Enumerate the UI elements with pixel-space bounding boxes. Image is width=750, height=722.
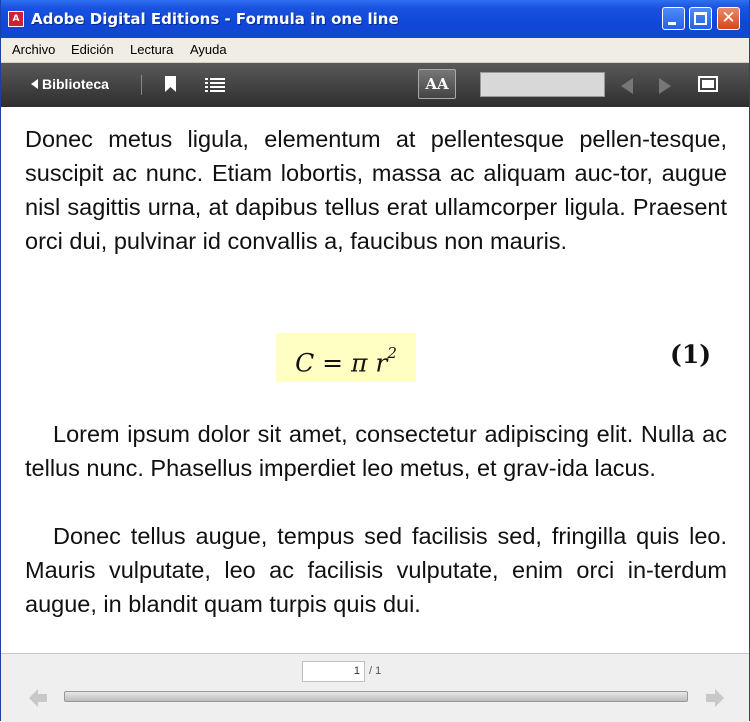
next-arrow-icon[interactable] — [704, 687, 726, 709]
fullscreen-icon[interactable] — [698, 76, 718, 92]
app-icon[interactable]: A — [8, 11, 24, 27]
window-title: Adobe Digital Editions - Formula in one line — [31, 10, 399, 28]
page-scrollbar[interactable] — [64, 691, 688, 702]
total-pages: / 1 — [369, 665, 382, 677]
toolbar-separator — [141, 75, 142, 95]
menu-archivo[interactable]: Archivo — [12, 42, 56, 57]
minimize-button[interactable] — [662, 7, 685, 30]
close-icon: ✕ — [721, 8, 736, 28]
menu-lectura[interactable]: Lectura — [130, 42, 174, 57]
menu-ayuda[interactable]: Ayuda — [190, 42, 227, 57]
formula-exponent: 2 — [387, 344, 397, 362]
library-back-button[interactable] — [31, 76, 109, 92]
paragraph-1: Donec metus ligula, elementum at pellentesque pellen-tesque, suscipit ac nunc. Etiam lobortis, massa ac aliquam auc-tor, augue nisl sagittis urna, at dapibus tellus erat ullamcorper ligula. Praesent orci dui, pulvinar id convallis a, faucibus non mauris. — [25, 126, 727, 254]
paragraph-2: Lorem ipsum dolor sit amet, consectetur adipiscing elit. Nulla ac tellus nunc. Phasellus imperdiet leo metus, et grav-ida lacus. — [25, 421, 727, 481]
prev-arrow-icon[interactable] — [27, 687, 49, 709]
back-arrow-icon — [31, 79, 38, 89]
list-icon[interactable] — [205, 78, 225, 92]
menu-bar — [1, 38, 749, 63]
library-label: Biblioteca — [42, 76, 109, 92]
minimize-icon — [668, 22, 676, 25]
menu-edicion[interactable]: Edición — [71, 42, 114, 57]
next-page-icon[interactable] — [659, 78, 671, 94]
title-bar[interactable] — [1, 0, 749, 38]
reading-pane[interactable] — [1, 107, 749, 653]
current-page-input[interactable]: 1 — [302, 661, 365, 682]
footer-bar — [1, 653, 749, 722]
equation-number: (1) — [670, 340, 712, 369]
maximize-button[interactable] — [689, 7, 712, 30]
paragraph-3: Donec tellus augue, tempus sed facilisis sed, fringilla quis leo. Mauris vulputate, leo ac facilisis vulputate, enim orci in-terdum augue, in blandit quam turpis quis dui. — [25, 523, 727, 617]
font-size-icon: AA — [425, 75, 449, 93]
formula-expression: C = π r — [295, 348, 388, 378]
font-size-button[interactable] — [418, 69, 456, 99]
prev-page-icon[interactable] — [621, 78, 633, 94]
close-button[interactable] — [717, 7, 740, 30]
formula — [276, 333, 416, 382]
page-location-field[interactable] — [480, 72, 605, 97]
formula-highlight — [276, 333, 416, 382]
bookmark-icon[interactable] — [165, 76, 176, 92]
toolbar — [1, 63, 749, 107]
maximize-icon — [694, 12, 707, 25]
